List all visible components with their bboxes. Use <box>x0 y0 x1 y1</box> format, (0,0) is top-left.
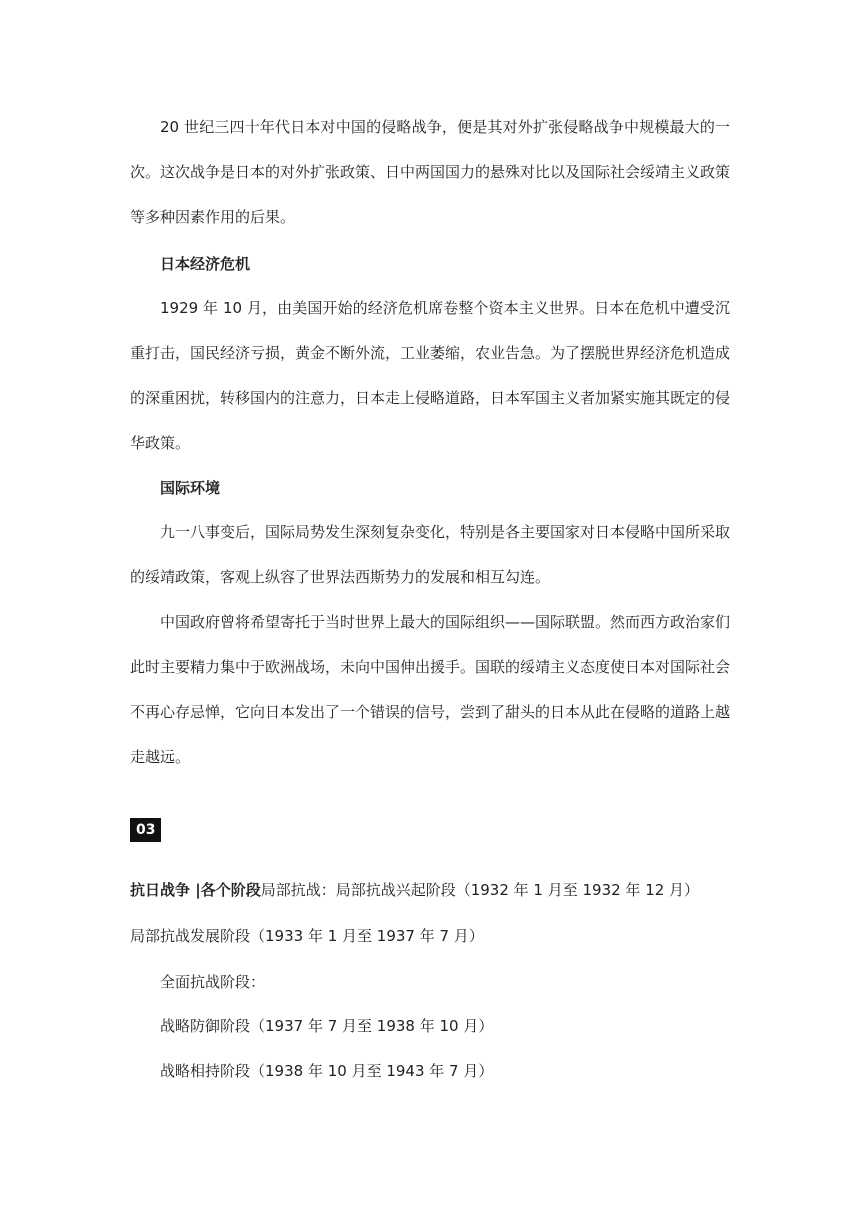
stage-strategic-stalemate: 战略相持阶段（1938 年 10 月至 1943 年 7 月） <box>160 1062 494 1080</box>
international-environment-heading: 国际环境 <box>160 479 221 497</box>
stage-full-war-label: 全面抗战阶段： <box>160 973 266 991</box>
economic-crisis-heading: 日本经济危机 <box>160 255 251 273</box>
stage-strategic-defense: 战略防御阶段（1937 年 7 月至 1938 年 10 月） <box>160 1017 494 1035</box>
intro-paragraph: 20 世纪三四十年代日本对中国的侵略战争，便是其对外扩张侵略战争中规模最大的一次。这次战争是日本的对外扩张政策、日中两国国力的悬殊对比以及国际社会绥靖主义政策等多种因素作用的后果。 <box>130 118 731 226</box>
section-number-badge: 03 <box>130 818 161 842</box>
section-title: 抗日战争 |各个阶段 <box>130 881 261 899</box>
international-paragraph-2: 中国政府曾将希望寄托于当时世界上最大的国际组织——国际联盟。然而西方政治家们此时主要精力集中于欧洲战场，未向中国伸出援手。国联的绥靖主义态度使日本对国际社会不再心存忌惮，它向日本发出了一个错误的信号，尝到了甜头的日本从此在侵略的道路上越走越远。 <box>130 613 731 766</box>
stage-local-rise: 局部抗战：局部抗战兴起阶段（1932 年 1 月至 1932 年 12 月） <box>260 881 700 899</box>
international-paragraph-1: 九一八事变后，国际局势发生深刻复杂变化，特别是各主要国家对日本侵略中国所采取的绥靖政策，客观上纵容了世界法西斯势力的发展和相互勾连。 <box>130 523 731 586</box>
economic-crisis-paragraph: 1929 年 10 月，由美国开始的经济危机席卷整个资本主义世界。日本在危机中遭受沉重打击，国民经济亏损，黄金不断外流，工业萎缩，农业告急。为了摆脱世界经济危机造成的深重困扰，转移国内的注意力，日本走上侵略道路，日本军国主义者加紧实施其既定的侵华政策。 <box>130 299 731 452</box>
section-title-line <box>130 868 750 913</box>
stage-local-development: 局部抗战发展阶段（1933 年 1 月至 1937 年 7 月） <box>130 927 484 945</box>
